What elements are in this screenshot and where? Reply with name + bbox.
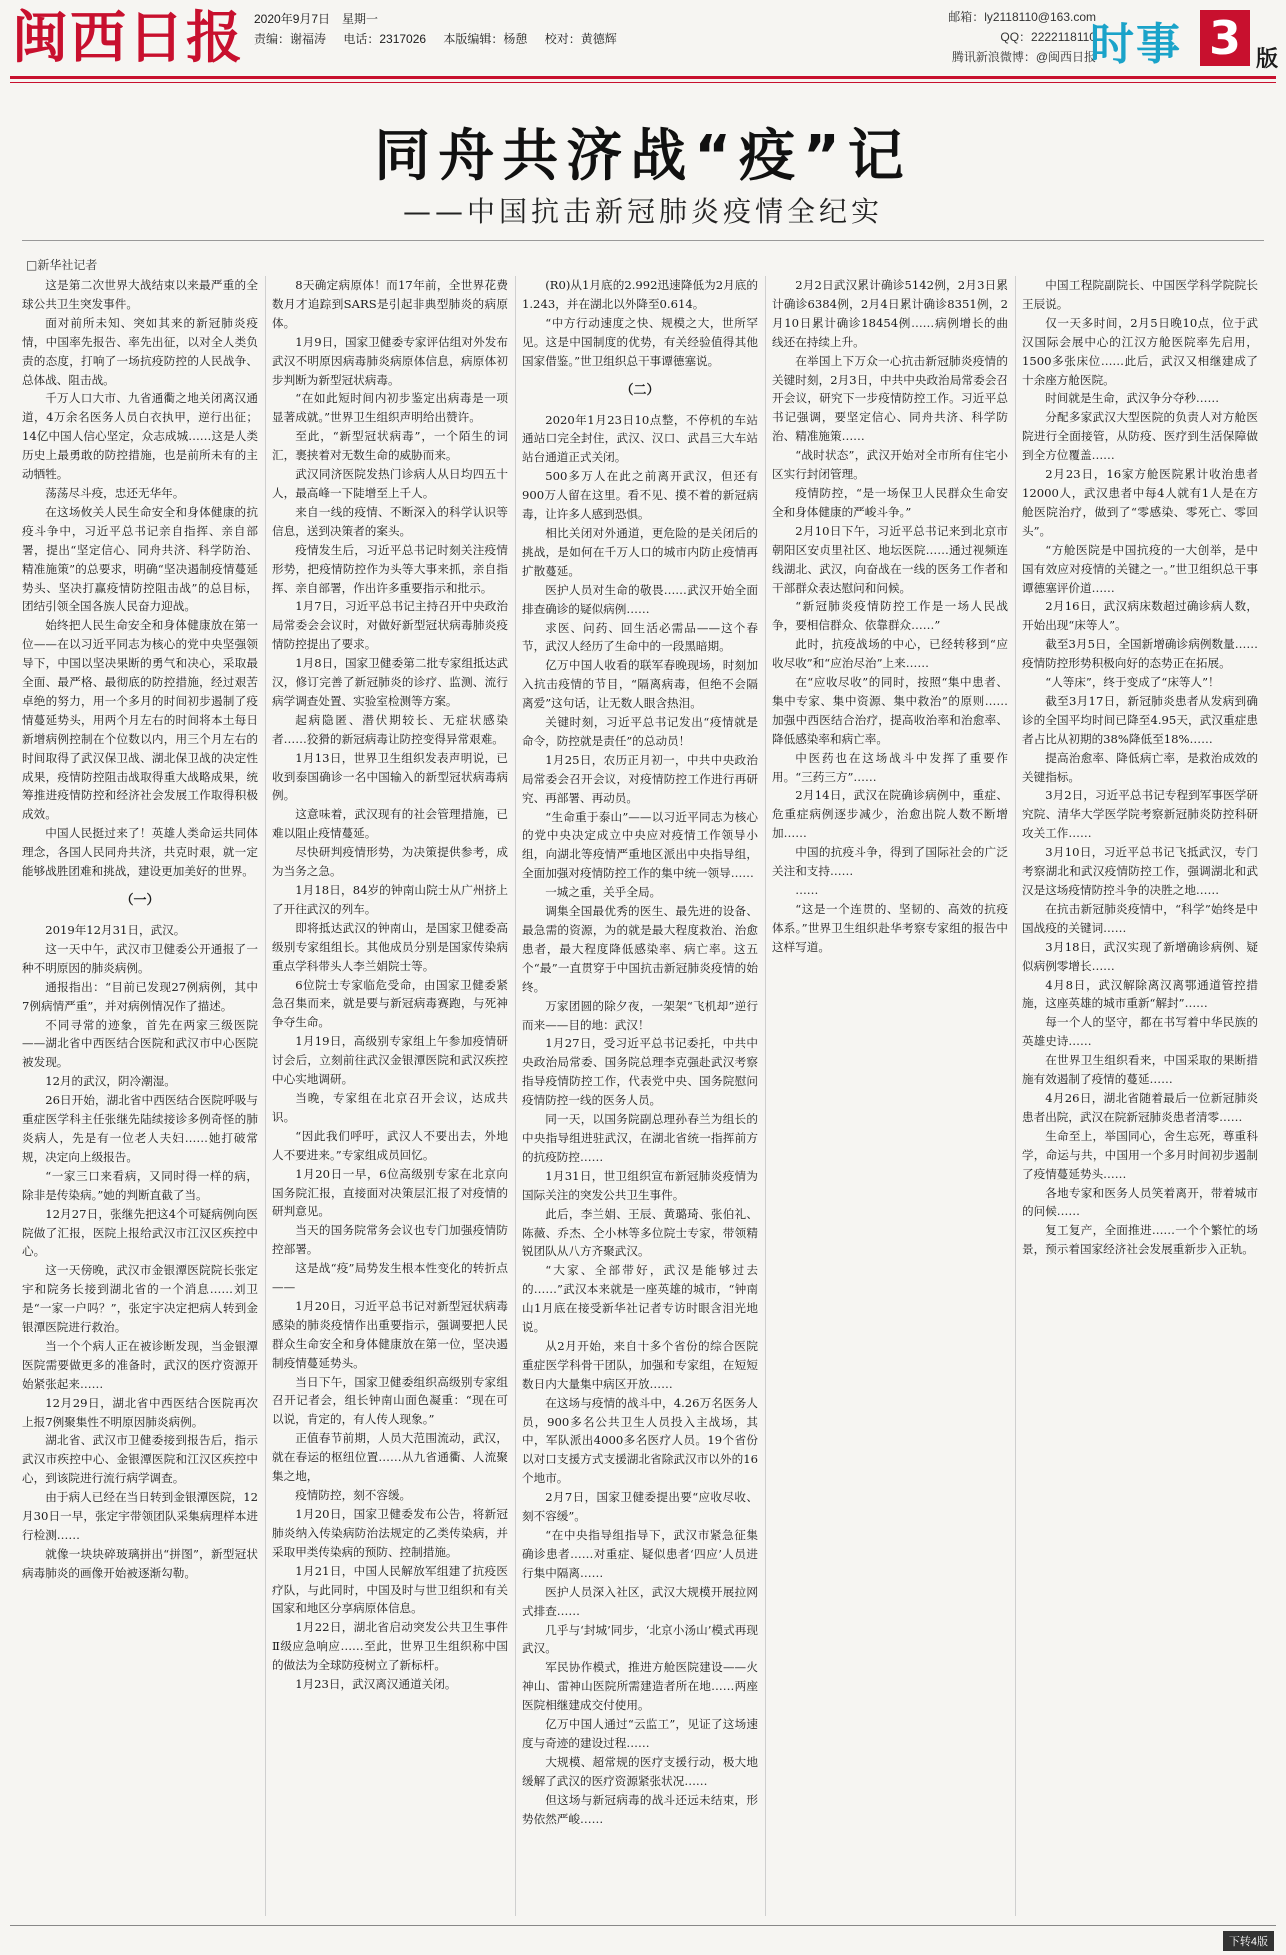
article-paragraph: 复工复产，全面推进……一个个繁忙的场景，预示着国家经济社会发展重新步入正轨。 [1022,1223,1258,1257]
article-paragraph: 疫情防控，“是一场保卫人民群众生命安全和身体健康的严峻斗争。” [772,485,1008,519]
article-paragraph: 中医药也在这场战斗中发挥了重要作用。“三药三方”…… [772,750,1008,784]
article-paragraph: 大规模、超常规的医疗支援行动，极大地缓解了武汉的医疗资源紧张状况…… [522,1754,758,1788]
article-paragraph: 关键时刻，习近平总书记发出“疫情就是命令，防控就是责任”的总动员！ [522,715,758,748]
masthead-rule [10,76,1276,79]
article-paragraph: 即将抵达武汉的钟南山，是国家卫健委高级别专家组组长。其他成员分别是国家传染病重点学科带头人李兰娟院士等。 [272,920,508,973]
article-paragraph: “一家三口来看病，又同时得一样的病，除非是传染病。”她的判断直截了当。 [22,1168,258,1202]
article-paragraph: “在中央指导组指导下，武汉市紧急征集确诊患者……对重症、疑似患者‘四应’人员进行集中隔离…… [522,1528,758,1580]
article-paragraph: 亿万中国人收看的联军春晚现场，时刻加入抗击疫情的节目，“隔离病毒，但绝不会隔离爱”这句话，让无数人眼含热泪。 [522,658,758,711]
article-paragraph: “大家、全部带好，武汉是能够过去的……”武汉本来就是一座英雄的城市，“钟南山1月底在接受新华社记者专访时眼含泪光地说。 [522,1263,758,1335]
text-column-4 [772,276,1008,1916]
article-paragraph: 军民协作模式，推进方舱医院建设——火神山、雷神山医院所需建造者所在地……两座医院相继建成交付使用。 [522,1660,758,1713]
article-paragraph: 由于病人已经在当日转到金银潭医院，12月30日一早，张定宇带领团队采集病理样本进行检测…… [22,1490,258,1542]
column-divider [765,276,766,1916]
article-paragraph: 当日下午，国家卫健委组织高级别专家组召开记者会，组长钟南山面色凝重：“现在可以说，肯定的，有人传人现象。” [272,1374,508,1427]
article-paragraph: 当一个个病人正在被诊断发现，当金银潭医院需要做更多的准备时，武汉的医疗资源开始紧张起来…… [22,1338,258,1391]
article-paragraph: 1月20日一早，6位高级别专家在北京向国务院汇报，直接面对决策层汇报了对疫情的研判意见。 [272,1166,508,1219]
article-paragraph: 疫情发生后，习近平总书记时刻关注疫情形势，把疫情防控作为头等大事来抓，亲自指挥、亲自部署，作出许多重要指示和批示。 [272,542,508,595]
article-paragraph: 12月27日，张继先把这4个可疑病例向医院做了汇报，医院上报给武汉市江汉区疾控中心。 [22,1206,258,1259]
article-paragraph: 26日开始，湖北省中西医结合医院呼吸与重症医学科主任张继先陆续接诊多例奇怪的肺炎病人，先是有一位老人夫妇……她打破常规，决定向上级报告。 [22,1093,258,1164]
article-paragraph: 在这场与疫情的战斗中，4.26万名医务人员，900多名公共卫生人员投入主战场，其中，军队派出4000多名医疗人员。19个省份以对口支援方式支援湖北省除武汉市以外的16个地市。 [522,1395,758,1486]
article-paragraph: 2月16日，武汉病床数超过确诊病人数，开始出现“床等人”。 [1022,599,1258,633]
article-paragraph: “因此我们呼吁，武汉人不要出去，外地人不要进来。”专家组成员回忆。 [272,1128,508,1162]
article-paragraph: (R0)从1月底的2.992迅速降低为2月底的1.243，并在湖北以外降至0.614。 [522,278,758,311]
article-paragraph: 1月7日，习近平总书记主持召开中央政治局常委会会议时，对做好新型冠状病毒肺炎疫情防控提出了要求。 [272,599,508,652]
article-paragraph: 就像一块块碎玻璃拼出“拼图”，新型冠状病毒肺炎的画像开始被逐渐勾勒。 [22,1546,258,1580]
article-paragraph: “生命重于泰山”——以习近平同志为核心的党中央决定成立中央应对疫情工作领导小组，向湖北等疫情严重地区派出中央指导组，全面加强对疫情防控工作的集中统一领导…… [522,809,758,881]
article-paragraph: 一城之重，关乎全局。 [545,885,662,900]
article-paragraph: 此时，抗疫战场的中心，已经转移到“应收尽收”和“应治尽治”上来…… [772,637,1008,671]
masthead-rule-thin [10,82,1276,83]
article-paragraph: 2月10日下午，习近平总书记来到北京市朝阳区安贞里社区、地坛医院……通过视频连线湖北、武汉，向奋战在一线的医务工作者和干部群众表达慰问和问候。 [772,523,1008,595]
article-paragraph: 2月14日，武汉在院确诊病例中，重症、危重症病例逐步减少，治愈出院人数不断增加…… [772,788,1008,841]
section-label: 时事 [1090,19,1182,70]
article-paragraph: 2019年12月31日，武汉。 [45,923,186,937]
article-paragraph: 此后，李兰娟、王辰、黄璐琦、张伯礼、陈薇、乔杰、仝小林等多位院士专家，带领精锐团队从八方齐聚武汉。 [522,1206,758,1259]
page-suffix: 版 [1256,47,1279,72]
article-paragraph: 1月13日，世界卫生组织发表声明说，已收到泰国确诊一名中国输入的新型冠状病毒病例。 [272,750,508,803]
article-paragraph: 中国的抗疫斗争，得到了国际社会的广泛关注和支持…… [772,845,1008,879]
article-paragraph: 生命至上，举国同心，舍生忘死，尊重科学，命运与共，中国用一个多月时间初步遏制了疫情蔓延势头…… [1022,1128,1258,1181]
article-paragraph: 这一天傍晚，武汉市金银潭医院院长张定宇和院务长接到湖北省的一个消息……刘卫是“一家一户吗？”，张定宇决定把病人转到金银潭医院进行救治。 [22,1263,258,1335]
phone-credit: 电话：2317026 [343,32,427,46]
article-paragraph: 时间就是生命，武汉争分夺秒…… [1045,391,1220,406]
article-paragraph: 万家团圆的除夕夜，一架架“飞机却”逆行而来——目的地：武汉！ [522,998,758,1032]
article-paragraph: 在抗击新冠肺炎疫情中，“科学”始终是中国战疫的关键词…… [1022,901,1258,935]
article-paragraph: 尽快研判疫情形势，为决策提供参考，成为当务之急。 [272,845,508,879]
article-paragraph: “在如此短时间内初步鉴定出病毒是一项显著成就。”世界卫生组织声明给出赞许。 [272,391,508,425]
article-paragraph: …… [795,883,819,897]
checker-credit: 校对：黄德辉 [544,32,617,46]
article-paragraph: 这是战“疫”局势发生根本性变化的转折点—— [272,1261,508,1295]
editorial-credits [254,30,631,47]
article-paragraph: 从2月开始，来自十多个省份的综合医院重症医学科骨干团队，加强和专家组，在短短数日内大量集中病区开放…… [522,1338,758,1391]
article-paragraph: 不同寻常的迹象，首先在两家三级医院——湖北省中西医结合医院和武汉市中心医院被发现。 [22,1017,258,1070]
article-paragraph: 当天的国务院常务会议也专门加强疫情防控部署。 [272,1223,508,1257]
article-paragraph: 500多万人在此之前离开武汉，但还有900万人留在这里。看不见、摸不着的新冠病毒，让许多人感到恐惧。 [522,469,758,522]
article-paragraph: 1月20日，习近平总书记对新型冠状病毒感染的肺炎疫情作出重要指示，强调要把人民群众生命安全和身体健康放在第一位，坚决遏制疫情蔓延势头。 [272,1298,508,1370]
article-paragraph: 在世界卫生组织看来，中国采取的果断措施有效遏制了疫情的蔓延…… [1022,1053,1258,1087]
article-paragraph: 在举国上下万众一心抗击新冠肺炎疫情的关键时刻，2月3日，中共中央政治局常委会召开会议，研究下一步疫情防控工作。习近平总书记强调，要坚定信心、同舟共济、科学防治、精准施策…… [772,353,1008,444]
text-column-2 [272,276,508,1916]
article-paragraph: 始终把人民生命安全和身体健康放在第一位——在以习近平同志为核心的党中央坚强领导下，中国以坚决果断的勇气和决心，采取最全面、最严格、最彻底的防控措施，经过艰苦卓绝的努力，用一个多月的时间初步遏制了疫情蔓延势头，用两个月左右的时间将本土每日新增病例控制在个位数以内，用三个月左右的时间取得了武汉保卫战、湖北保卫战的决定性成果，疫情防控阻击战取得重大战略成果，统筹推进疫情防控和经济社会发展工作取得积极成效。 [22,618,258,822]
article-paragraph: “这是一个连贯的、坚韧的、高效的抗疫体系。”世界卫生组织赴华考察专家组的报告中这样写道。 [772,901,1008,954]
article-paragraph: 1月25日，农历正月初一，中共中央政治局常委会召开会议，对疫情防控工作进行再研究、再部署、再动员。 [522,752,758,805]
article-paragraph: 武汉同济医院发热门诊病人从日均四五十人，最高峰一下陡增至上千人。 [272,467,508,500]
article-paragraph: 2月2日武汉累计确诊5142例，2月3日累计确诊6384例，2月4日累计确诊8351例，2月10日累计确诊18454例……病例增长的曲线还在持续上升。 [772,278,1008,349]
issue-date: 2020年9月7日 星期一 [254,12,379,26]
article-paragraph: 1月23日，武汉离汉通道关闭。 [295,1677,457,1692]
article-paragraph: “人等床”，终于变成了“床等人”！ [1045,675,1220,690]
article-paragraph: 8天确定病原体！而17年前，全世界花费数月才追踪到SARS是引起非典型肺炎的病原体。 [272,278,508,330]
article-paragraph: 1月31日，世卫组织宣布新冠肺炎疫情为国际关注的突发公共卫生事件。 [522,1168,758,1202]
article-paragraph: 每一个人的坚守，都在书写着中华民族的英雄史诗…… [1022,1015,1258,1049]
text-column-3 [522,276,758,1916]
article-paragraph: 亿万中国人通过“云监工”，见证了这场速度与奇迹的建设过程…… [522,1717,758,1750]
page-number-badge: 3 [1200,10,1250,66]
article-paragraph: 4月26日，湖北省随着最后一位新冠肺炎患者出院，武汉在院新冠肺炎患者清零…… [1022,1090,1258,1124]
article-paragraph: 1月19日，高级别专家组上午参加疫情研讨会后，立刻前往武汉金银潭医院和武汉疾控中心实地调研。 [272,1034,508,1087]
article-paragraph: 3月10日，习近平总书记飞抵武汉，专门考察湖北和武汉疫情防控工作，强调湖北和武汉是这场疫情防控斗争的决胜之地…… [1022,845,1258,897]
article-paragraph: 求医、问药、回生活必需品——这个春节，武汉人经历了生命中的一段黑暗期。 [522,620,758,654]
article-paragraph: 中国工程院副院长、中国医学科学院院长王辰说。 [1022,278,1258,311]
article-paragraph: 正值春节前期，人员大范围流动，武汉，就在春运的枢纽位置……从九省通衢、人流聚集之地， [272,1431,508,1484]
article-paragraph: 1月21日，中国人民解放军组建了抗疫医疗队，与此同时，中国及时与世卫组织和有关国家和地区分享病原体信息。 [272,1563,508,1616]
email-contact: 邮箱：ly2118110@163.com [948,10,1096,24]
weibo-contact: 腾讯新浪微博：@闽西日报 [951,50,1096,64]
qq-contact: QQ：2222118110 [1000,30,1096,44]
article-paragraph: “新冠肺炎疫情防控工作是一场人民战争，要相信群众、依靠群众……” [772,599,1008,633]
article-paragraph: 2月7日，国家卫健委提出要“应收尽收、刻不容缓”。 [522,1490,758,1524]
continued-on-page-link[interactable]: 下转4版 [1223,1931,1274,1951]
chapter-heading: （二） [620,382,660,398]
article-paragraph: 但这场与新冠病毒的战斗还远未结束，形势依然严峻…… [522,1792,758,1826]
article-paragraph: 1月20日，国家卫健委发布公告，将新冠肺炎纳入传染病防治法规定的乙类传染病，并采取甲类传染病的预防、控制措施。 [272,1506,508,1559]
article-paragraph: 这是第二次世界大战结束以来最严重的全球公共卫生突发事件。 [22,278,258,311]
article-paragraph: 这意味着，武汉现有的社会管理措施，已难以阻止疫情蔓延。 [272,807,508,841]
article-paragraph: 至此，“新型冠状病毒”，一个陌生的词汇，裹挟着对无数生命的威胁而来。 [272,429,508,463]
text-column-5 [1022,276,1258,1916]
article-subheadline: ——中国抗击新冠肺炎疫情全纪实 [402,195,883,228]
article-paragraph: 当晚，专家组在北京召开会议，达成共识。 [272,1090,508,1124]
article-paragraph: 在“应收尽收”的同时，按照“集中患者、集中专家、集中资源、集中救治”的原则……加强中西医结合治疗，提高收治率和治愈率、降低感染率和病亡率。 [772,675,1008,746]
article-paragraph: 1月8日，国家卫健委第二批专家组抵达武汉，修订完善了新冠肺炎的诊疗、监测、流行病学调查处置、实验室检测等方案。 [272,656,508,708]
article-paragraph: “方舱医院是中国抗疫的一大创举，是中国有效应对疫情的关键之一。”世卫组织总干事谭德塞评价道…… [1022,542,1258,595]
article-paragraph: 起病隐匿、潜伏期较长、无症状感染者……狡猾的新冠病毒让防控变得异常艰难。 [272,712,508,746]
article-paragraph: 医护人员对生命的敬畏……武汉开始全面排查确诊的疑似病例…… [522,582,758,616]
article-paragraph: “中方行动速度之快、规模之大，世所罕见。这是中国制度的优势，有关经验值得其他国家借鉴。”世卫组织总干事谭德塞说。 [522,315,758,368]
article-paragraph: 分配多家武汉大型医院的负责人对方舱医院进行全面接管，从防疫、医疗到生活保障做到全方位覆盖…… [1022,410,1258,463]
newspaper-logo: 闽西日报 [12,5,244,71]
article-paragraph: 相比关闭对外通道，更危险的是关闭后的挑战，是如何在千万人口的城市内防止疫情再扩散蔓延。 [522,525,758,578]
article-paragraph: 调集全国最优秀的医生、最先进的设备、最急需的资源，为的就是最大程度救治、治愈患者，最大程度降低感染率、病亡率。这五个“最”一直贯穿于中国抗击新冠肺炎疫情的始终。 [522,904,758,994]
article-paragraph: “战时状态”，武汉开始对全市所有住宅小区实行封闭管理。 [772,448,1008,482]
article-paragraph: 湖北省、武汉市卫健委接到报告后，指示武汉市疾控中心、金银潭医院和江汉区疾控中心，到该院进行流行病学调查。 [22,1433,258,1486]
column-divider [1015,276,1016,1916]
article-paragraph: 荡荡尽斗疫，忠还无华年。 [45,485,185,500]
article-paragraph: 1月27日，受习近平总书记委托，中共中央政治局常委、国务院总理李克强赴武汉考察指导疫情防控工作，代表党中央、国务院慰问疫情防控一线的医务人员。 [522,1036,758,1108]
article-paragraph: 在这场攸关人民生命安全和身体健康的抗疫斗争中，习近平总书记亲自指挥、亲自部署，提出“坚定信心、同舟共济、科学防治、精准施策”的总要求，明确“坚决遏制疫情蔓延势头、坚决打赢疫情防控阻击战”的总目标，团结引领全国各族人民奋力迎战。 [22,504,258,614]
article-paragraph: 仅一天多时间，2月5日晚10点，位于武汉国际会展中心的江汉方舱医院率先启用，1500多张床位……此后，武汉又相继建成了十余座方舱医院。 [1022,315,1258,387]
article-paragraph: 截至3月5日，全国新增确诊病例数量……疫情防控形势积极向好的态势正在拓展。 [1022,637,1258,671]
article-paragraph: 医护人员深入社区，武汉大规模开展拉网式排查…… [522,1584,758,1618]
column-divider [265,276,266,1916]
article-paragraph: 疫情防控，刻不容缓。 [295,1488,412,1502]
footer-rule [10,1925,1276,1926]
headline-divider [22,240,1264,241]
article-paragraph: 2020年1月23日10点整，不停机的车站通站口完全封住，武汉、汉口、武昌三大车站站台通道正式关闭。 [522,412,758,465]
article-paragraph: 这一天中午，武汉市卫健委公开通报了一种不明原因的肺炎病例。 [22,941,258,975]
article-paragraph: 通报指出：“目前已发现27例病例，其中7例病情严重”，并对病例情况作了描述。 [22,979,258,1013]
chapter-heading: （一） [120,893,160,908]
article-paragraph: 6位院士专家临危受命，由国家卫健委紧急召集而来，就是要与新冠病毒赛跑，与死神争夺生命。 [272,977,508,1030]
article-byline: □新华社记者 [26,258,98,272]
article-paragraph: 中国人民挺过来了！英雄人类命运共同体理念，各国人民同舟共济，共克时艰，就一定能够战胜团难和挑战，建设更加美好的世界。 [22,826,258,879]
article-paragraph: 同一天，以国务院副总理孙春兰为组长的中央指导组进驻武汉，在湖北省统一指挥前方的抗疫防控…… [522,1112,758,1164]
article-paragraph: 千万人口大市、九省通衢之地关闭离汉通道，4万余名医务人员白衣执甲，逆行出征；14亿中国人信心坚定，众志成城……这是人类历史上最勇敢的防控措施，也是前所未有的主动牺牲。 [22,391,258,482]
article-paragraph: 3月18日，武汉实现了新增确诊病例、疑似病例零增长…… [1022,939,1258,973]
article-paragraph: 几乎与‘封城’同步，‘北京小汤山’模式再现武汉。 [522,1622,758,1656]
article-paragraph: 提高治愈率、降低病亡率，是救治成效的关键指标。 [1022,750,1258,784]
article-headline: 同舟共济战“疫”记 [374,124,912,189]
article-paragraph: 12月的武汉，阴冷潮湿。 [45,1074,176,1089]
editor-credit: 责编：谢福涛 [254,32,327,46]
article-paragraph: 面对前所未知、突如其来的新冠肺炎疫情，中国率先报告、率先出征，以对全人类负责的态度，打响了一场抗疫防控的人民战争、总体战、阻击战。 [22,315,258,387]
article-paragraph: 2月23日，16家方舱医院累计收治患者12000人，武汉患者中每4人就有1人是在方舱医院治疗，做到了“零感染、零死亡、零回头”。 [1022,467,1258,538]
article-paragraph: 来自一线的疫情、不断深入的科学认识等信息，送到决策者的案头。 [272,504,508,538]
article-paragraph: 12月29日，湖北省中西医结合医院再次上报7例聚集性不明原因肺炎病例。 [22,1395,258,1429]
article-paragraph: 截至3月17日，新冠肺炎患者从发病到确诊的全国平均时间已降至4.95天，武汉重症患者占比从初期的38%降低至18%…… [1022,693,1258,746]
article-paragraph: 1月18日，84岁的钟南山院士从广州挤上了开往武汉的列车。 [272,883,508,916]
article-paragraph: 1月9日，国家卫健委专家评估组对外发布武汉不明原因病毒肺炎病原体信息，病原体初步判断为新型冠状病毒。 [272,334,508,387]
proof-credit: 本版编辑：杨憩 [443,32,528,46]
column-divider [515,276,516,1916]
article-paragraph: 1月22日，湖北省启动突发公共卫生事件Ⅱ级应急响应……至此，世界卫生组织称中国的做法为全球防疫树立了新标杆。 [272,1620,508,1673]
text-column-1 [22,276,258,1916]
article-paragraph: 各地专家和医务人员笑着离开，带着城市的问候…… [1022,1185,1258,1219]
article-paragraph: 4月8日，武汉解除离汉离鄂通道管控措施，这座英雄的城市重新“解封”…… [1022,977,1258,1011]
article-paragraph: 3月2日，习近平总书记专程到军事医学研究院、清华大学医学院考察新冠肺炎防控科研攻关工作…… [1022,788,1258,841]
